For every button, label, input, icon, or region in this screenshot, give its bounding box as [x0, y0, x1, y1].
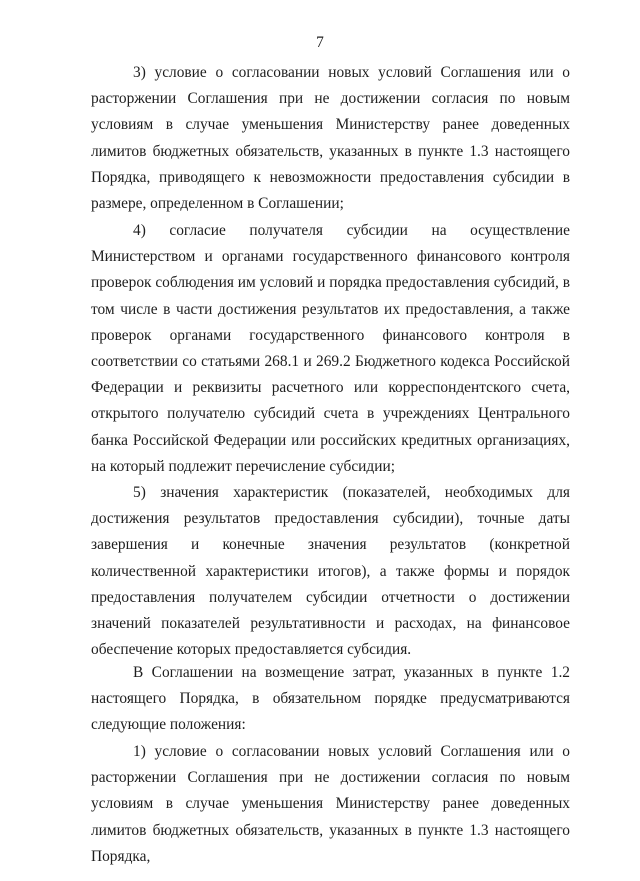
paragraph-item-4: 4) согласие получателя субсидии на осуществление Министерством и органами государственного финансового контроля проверок соблюдения им условий и порядка предоставления субсидий, в том числе в части достижения результатов их предоставления, а также проверок органами государственного финансового контроля в соответствии со статьями 268.1 и 269.2 Бюджетного кодекса Российской Федерации и реквизиты расчетного или корреспондентского счета, открытого получателю субсидий счета в учреждениях Центрального банка Российской Федерации или российских кредитных организациях, на который подлежит перечисление субсидии; [91, 222, 570, 475]
paragraph-item-3: 3) условие о согласовании новых условий Соглашения или о расторжении Соглашения при не достижении согласия по новым условиям в случае уменьшения Министерству ранее доведенных лимитов бюджетных обязательств, указанных в пункте 1.3 настоящего Порядка, приводящего к невозможности предоставления субсидии в размере, определенном в Соглашении; [91, 64, 570, 213]
paragraph-item-1: 1) условие о согласовании новых условий Соглашения или о расторжении Соглашения при не достижении согласия по новым условиям в случае уменьшения Министерству ранее доведенных лимитов бюджетных обязательств, указанных в пункте 1.3 настоящего Порядка, [91, 743, 570, 865]
paragraph-item-5: 5) значения характеристик (показателей, необходимых для достижения результатов предоставления субсидии), точные даты завершения и конечные значения результатов (конкретной количественной характеристики итогов), а также формы и порядок предоставления получателем субсидии отчетности о достижении значений показателей результативности и расходах, на финансовое обеспечение которых предоставляется субсидия. [91, 484, 570, 659]
page-number: 7 [316, 34, 324, 51]
paragraph-reimbursement-intro: В Соглашении на возмещение затрат, указанных в пункте 1.2 настоящего Порядка, в обязательном порядке предусматриваются следующие положения: [91, 664, 570, 734]
